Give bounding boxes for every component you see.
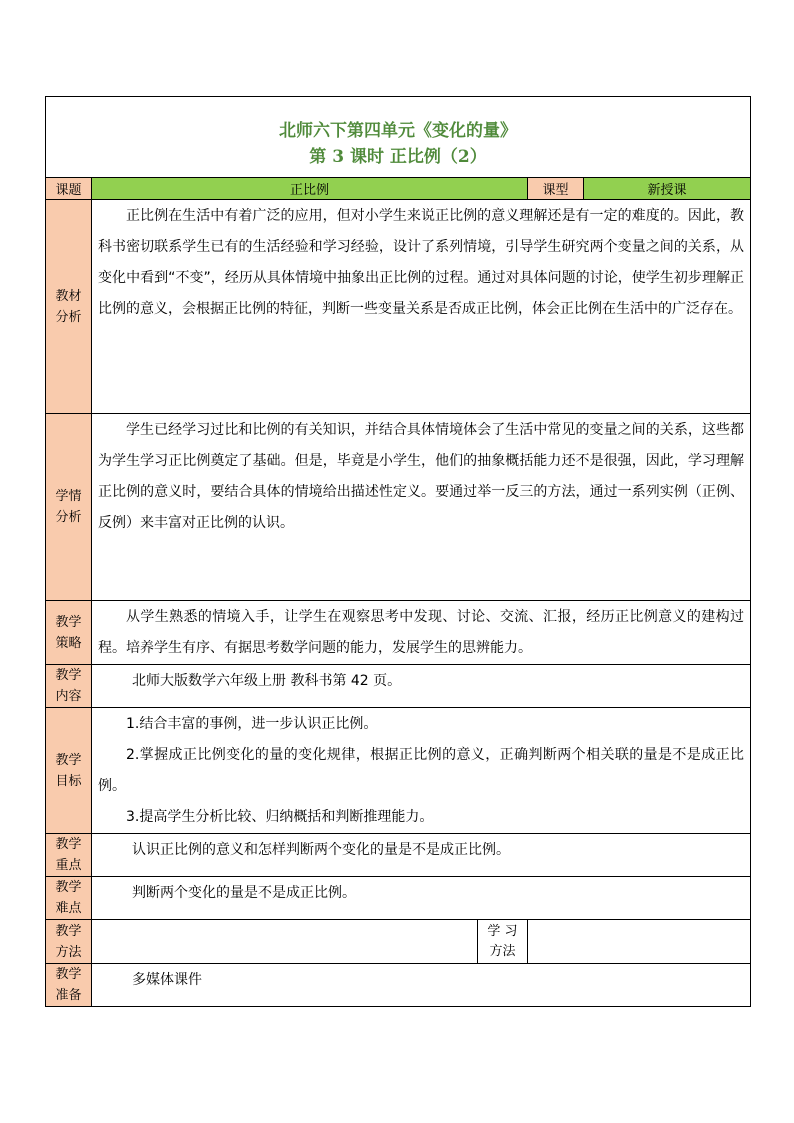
material-text: 正比例在生活中有着广泛的应用，但对小学生来说正比例的意义理解还是有一定的难度的。因此，教科书密切联系学生已有的生活经验和学习经验，设计了系列情境，引导学生研究两个变量之间的关系，从变化中看到“不变”，经历从具体情境中抽象出正比例的过程。通过对具体问题的讨论，使学生初步理解正比例的意义，会根据正比例的特征，判断一些变量关系是否成正比例，体会正比例在生活中的广泛存在。 <box>92 200 751 414</box>
goals-list <box>92 708 751 834</box>
methods-value <box>92 920 478 964</box>
study-methods-label: 学 习 方法 <box>478 920 528 964</box>
key-points-label: 教学 重点 <box>46 834 92 877</box>
lesson-plan-table <box>45 96 751 1007</box>
goal-item: 1.结合丰富的事例，进一步认识正比例。 <box>126 716 378 732</box>
preparation-text: 多媒体课件 <box>92 964 751 1007</box>
content-label: 教学 内容 <box>46 665 92 708</box>
material-label: 教材 分析 <box>46 200 92 414</box>
type-label: 课型 <box>528 178 584 200</box>
learner-text: 学生已经学习过比和比例的有关知识，并结合具体情境体会了生活中常见的变量之间的关系，这些都为学生学习正比例奠定了基础。但是，毕竟是小学生，他们的抽象概括能力还不是很强，因此，学习理解正比例的意义时，要结合具体的情境给出描述性定义。要通过举一反三的方法，通过一系列实例（正例、反例）来丰富对正比例的认识。 <box>92 414 751 601</box>
learner-row <box>46 414 751 601</box>
strategy-row <box>46 601 751 665</box>
methods-row <box>46 920 751 964</box>
key-points-row <box>46 834 751 877</box>
content-row <box>46 665 751 708</box>
preparation-row <box>46 964 751 1007</box>
difficulties-text: 判断两个变化的量是不是成正比例。 <box>92 877 751 920</box>
title-line-2: 第 3 课时 正比例（2） <box>309 147 487 167</box>
preparation-label: 教学 准备 <box>46 964 92 1007</box>
difficulties-row <box>46 877 751 920</box>
goals-row <box>46 708 751 834</box>
goals-label: 教学 目标 <box>46 708 92 834</box>
meta-row <box>46 178 751 200</box>
title-line-1: 北师六下第四单元《变化的量》 <box>279 121 517 141</box>
topic-value: 正比例 <box>92 178 528 200</box>
learner-label: 学情 分析 <box>46 414 92 601</box>
topic-label: 课题 <box>46 178 92 200</box>
material-row <box>46 200 751 414</box>
difficulties-label: 教学 难点 <box>46 877 92 920</box>
document-title <box>46 97 751 178</box>
methods-label: 教学 方法 <box>46 920 92 964</box>
title-row <box>46 97 751 178</box>
strategy-text: 从学生熟悉的情境入手，让学生在观察思考中发现、讨论、交流、汇报，经历正比例意义的建构过程。培养学生有序、有据思考数学问题的能力，发展学生的思辨能力。 <box>92 601 751 665</box>
key-points-text: 认识正比例的意义和怎样判断两个变化的量是不是成正比例。 <box>92 834 751 877</box>
strategy-label: 教学 策略 <box>46 601 92 665</box>
content-text: 北师大版数学六年级上册 教科书第 42 页。 <box>92 665 751 708</box>
study-methods-value <box>528 920 751 964</box>
goal-item: 3.提高学生分析比较、归纳概括和判断推理能力。 <box>126 809 434 825</box>
goal-item: 2.掌握成正比例变化的量的变化规律，根据正比例的意义，正确判断两个相关联的量是不是成正比例。 <box>98 747 745 794</box>
type-value: 新授课 <box>584 178 751 200</box>
